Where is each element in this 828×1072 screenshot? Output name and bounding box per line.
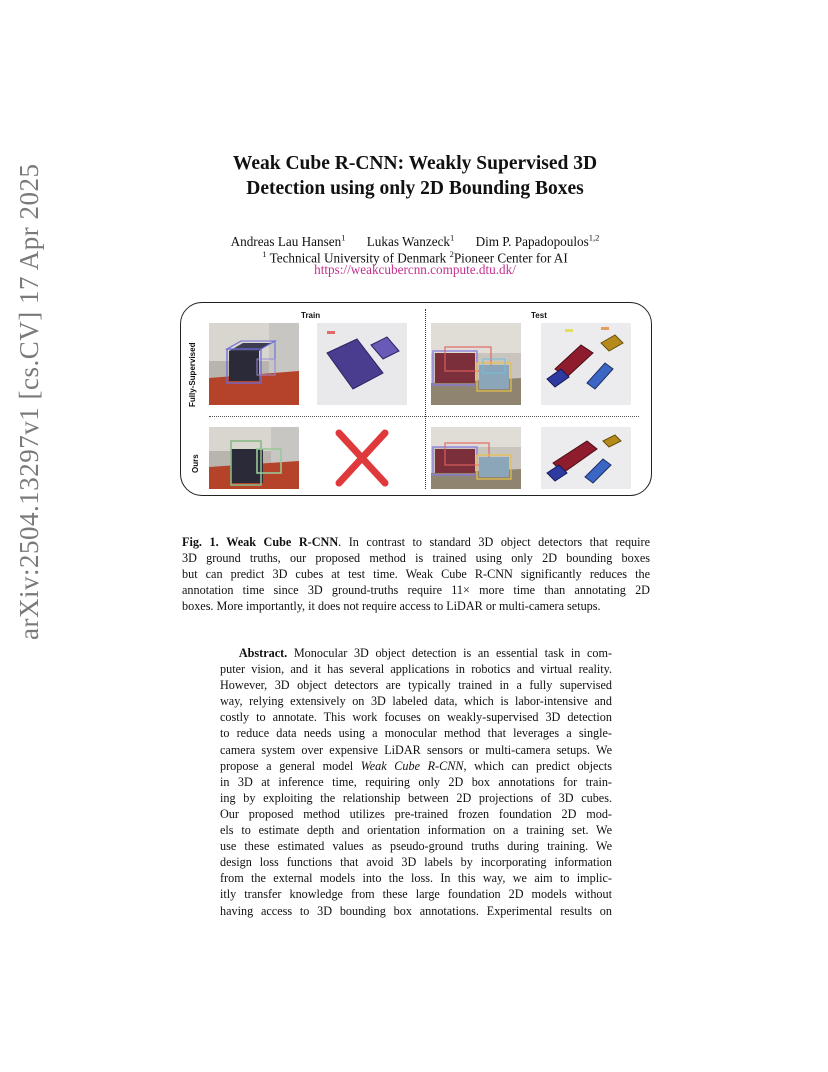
abstract-line: way, relying extensively on 3D labeled data, which is labor-intensive and <box>220 694 612 709</box>
abstract-line: puter vision, and it has several applications in robotics and virtual reality. <box>220 662 612 677</box>
teaser-figure <box>180 302 652 496</box>
caption-figure-label: Fig. 1. <box>182 535 219 549</box>
affil-mark: 1 <box>262 249 267 259</box>
train-3d-view-fully-supervised <box>317 323 407 405</box>
test-3d-view-fully-supervised <box>541 323 631 405</box>
paper-title <box>150 151 680 201</box>
author-affil-mark: 1 <box>450 233 455 243</box>
affiliation-1: Technical University of Denmark <box>269 250 447 266</box>
caption-text: . In contrast to standard 3D object detectors that require <box>338 535 650 549</box>
abstract-line: itly transfer knowledge from these large foundation 2D models without <box>220 887 612 902</box>
affiliation-2: Pioneer Center for AI <box>453 250 568 266</box>
abstract-line <box>220 758 612 774</box>
caption-line: but can predict 3D cubes at test time. Weak Cube R-CNN significantly reduces the <box>182 567 650 581</box>
abstract-line: Our proposed method utilizes pre-trained frozen foundation 2D mod- <box>220 806 612 821</box>
figure-divider-horizontal <box>209 416 639 417</box>
abstract-line <box>220 645 612 661</box>
author-affil-mark: 1 <box>341 233 346 243</box>
author-affil-mark: 1,2 <box>588 233 600 243</box>
test-image-fully-supervised <box>431 323 521 405</box>
abstract-line: camera system over expensive LiDAR sensors or multi-camera setups. We <box>220 742 612 757</box>
abstract-line: However, 3D object detectors are typically trained in a fully supervised <box>220 678 612 693</box>
abstract-text: Monocular 3D object detection is an essential task in com- <box>293 646 612 660</box>
abstract-line: costly to annotate. This work focuses on weakly-supervised 3D detection <box>220 710 612 725</box>
abstract-line: in 3D at inference time, requiring only 2D box annotations for train- <box>220 774 612 789</box>
column-header-train: Train <box>301 311 321 320</box>
arxiv-stamp: arXiv:2504.13297v1 [cs.CV] 17 Apr 2025 <box>14 163 44 640</box>
abstract-text: , which can predict objects <box>463 758 612 773</box>
author-name: Andreas Lau Hansen <box>230 234 342 250</box>
author-name: Lukas Wanzeck <box>366 234 451 250</box>
abstract-text: propose a general model <box>220 758 361 773</box>
figure-divider-vertical <box>425 309 426 489</box>
title-line-1: Weak Cube R-CNN: Weakly Supervised 3D <box>232 153 598 174</box>
train-image-ours <box>209 427 299 489</box>
row-label-fully-supervised: Fully-Supervised <box>188 342 197 407</box>
caption-line: 3D ground truths, our proposed method is trained using only 2D bounding boxes <box>182 551 650 565</box>
caption-line: boxes. More importantly, it does not require access to LiDAR or multi-camera setups. <box>182 599 601 613</box>
model-name-italic: Weak Cube R-CNN <box>360 758 464 773</box>
column-header-test: Test <box>531 311 547 320</box>
project-url-link[interactable]: https://weakcubercnn.compute.dtu.dk/ <box>314 262 516 277</box>
caption-figure-name: Weak Cube R-CNN <box>226 535 339 549</box>
test-3d-view-ours <box>541 427 631 489</box>
abstract-line: design loss functions that avoid 3D labels by incorporating information <box>220 855 612 870</box>
abstract-line: use these estimated values as pseudo-ground truths during training. We <box>220 839 612 854</box>
train-image-fully-supervised <box>209 323 299 405</box>
abstract-line: els to estimate depth and orientation information on a training set. We <box>220 823 612 838</box>
no-3d-labels-cross-icon <box>317 427 407 489</box>
abstract <box>220 645 612 919</box>
row-label-ours: Ours <box>191 454 200 473</box>
abstract-line: from the external models into the loss. In this way, we aim to implic- <box>220 871 612 886</box>
figure-caption <box>182 534 650 614</box>
abstract-line: having access to 3D bounding box annotations. Experimental results on <box>220 903 612 918</box>
abstract-line: ing by exploiting the relationship between 2D projections of 3D cubes. <box>220 790 612 805</box>
author-name: Dim P. Papadopoulos <box>475 234 589 250</box>
caption-line: annotation time since 3D ground-truths require 11× more time than annotating 2D <box>182 583 650 597</box>
abstract-line: to reduce data needs using a monocular method that leverages a single- <box>220 726 612 741</box>
abstract-label: Abstract. <box>238 646 288 660</box>
caption-line <box>182 534 650 550</box>
test-image-ours <box>431 427 521 489</box>
title-line-2: Detection using only 2D Bounding Boxes <box>246 178 584 199</box>
affil-mark: 2 <box>449 249 454 259</box>
